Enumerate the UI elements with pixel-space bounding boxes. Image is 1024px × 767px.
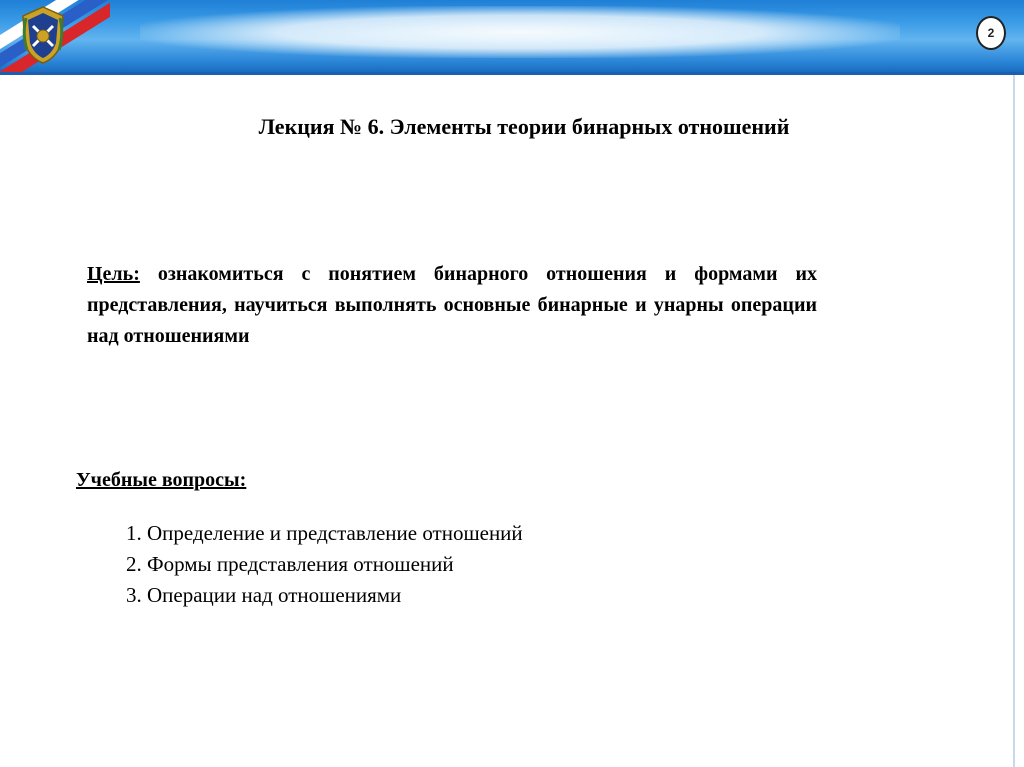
questions-heading: Учебные вопросы: (76, 469, 247, 491)
banner-glow (140, 6, 900, 58)
list-item: 1. Определение и представление отношений (126, 521, 523, 545)
list-item: 3. Операции над отношениями (126, 583, 402, 607)
emblem-icon (18, 4, 68, 66)
page-number: 2 (987, 26, 995, 40)
goal-paragraph (87, 259, 817, 352)
goal-label: Цель: (87, 263, 140, 285)
goal-text: ознакомиться с понятием бинарного отношения и формами их представления, научиться выполнять основные бинарные и унарны операции над отношениями (87, 263, 817, 347)
list-item: 2. Формы представления отношений (126, 552, 454, 576)
banner-divider (0, 72, 1024, 75)
questions-list (126, 518, 523, 611)
page-number-badge (976, 16, 1006, 50)
header-banner (0, 0, 1024, 72)
slide-title: Лекция № 6. Элементы теории бинарных отношений (258, 114, 790, 139)
right-border-line (1013, 75, 1015, 767)
